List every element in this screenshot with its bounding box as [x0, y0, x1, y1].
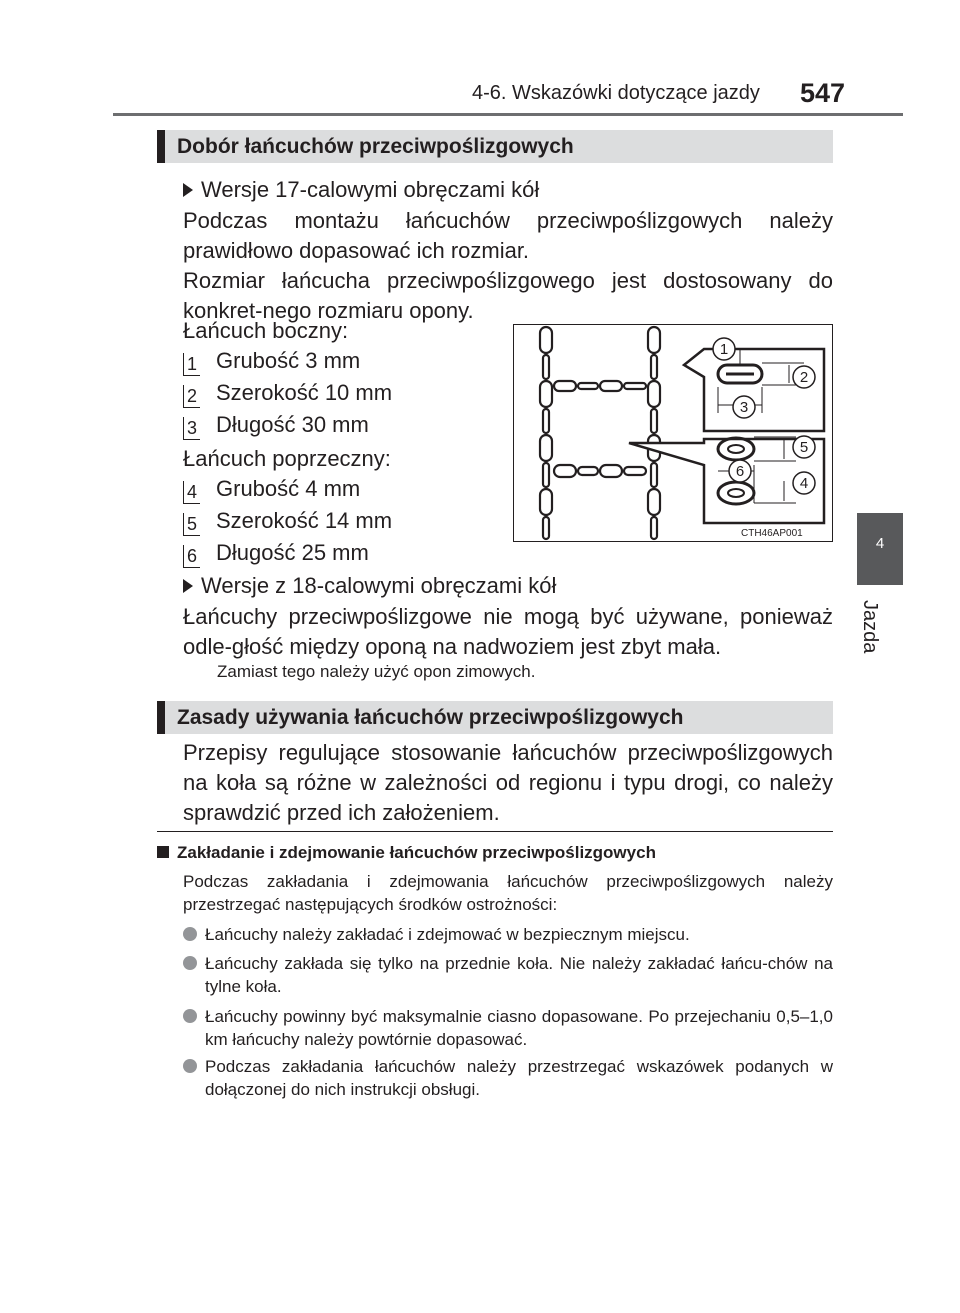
section-title-chain-selection: Dobór łańcuchów przeciwpoślizgowych	[157, 130, 833, 163]
number-marker: 5	[183, 513, 200, 536]
side-item: 3 Długość 30 mm	[183, 410, 369, 440]
list-item: Łańcuchy zakłada się tylko na przednie koła. Nie należy zakładać łańcu-chów na tylne koła.	[205, 954, 833, 996]
chain-dimensions-figure	[513, 324, 833, 542]
chain-link	[554, 465, 576, 477]
variant-18-inch: Wersje z 18-calowymi obręczami kół	[183, 571, 556, 601]
chapter-tab-label: Jazda	[859, 600, 881, 654]
number-marker: 4	[183, 481, 200, 504]
chain-link	[651, 463, 657, 487]
running-header: 4-6. Wskazówki dotyczące jazdy	[472, 82, 760, 104]
bullet-icon	[183, 927, 197, 941]
number-marker: 3	[183, 417, 200, 440]
number-marker: 1	[183, 353, 200, 376]
chain-link	[624, 383, 646, 389]
chain-link	[543, 517, 549, 539]
side-item: 2 Szerokość 10 mm	[183, 378, 392, 408]
chain-link	[578, 467, 598, 475]
list-item: Łańcuchy należy zakładać i zdejmować w bezpiecznym miejscu.	[205, 925, 690, 944]
chapter-tab-number: 4	[875, 535, 885, 552]
bullet-icon	[183, 1059, 197, 1073]
callout-label: 4	[799, 475, 809, 492]
callout-label: 5	[799, 439, 809, 456]
paragraph-fitting: Podczas montażu łańcuchów przeciwpoślizgowych należy prawidłowo dopasować ich rozmiar.	[183, 208, 833, 263]
chain-link	[600, 465, 622, 477]
cross-chain-label: Łańcuch poprzeczny:	[183, 446, 391, 471]
chain-link	[543, 463, 549, 487]
arrow-right-icon	[183, 579, 193, 593]
chain-link	[651, 517, 657, 539]
bullet-icon	[183, 1009, 197, 1023]
cross-item: 6 Długość 25 mm	[183, 538, 369, 568]
chain-link	[648, 489, 660, 515]
chain-link	[648, 381, 660, 407]
chain-link	[624, 467, 646, 475]
number-marker: 2	[183, 385, 200, 408]
chain-link	[651, 409, 657, 433]
number-marker: 6	[183, 545, 200, 568]
callout-frame-side	[684, 349, 824, 431]
chain-link	[600, 381, 622, 391]
paragraph-mounting-intro: Podczas zakładania i zdejmowania łańcuchów przeciwpoślizgowych należy przestrzegać następujących środków ostrożności:	[183, 872, 833, 914]
cross-item: 5 Szerokość 14 mm	[183, 506, 392, 536]
paragraph-18-inch: Łańcuchy przeciwpoślizgowe nie mogą być używane, ponieważ odle-głość między oponą na nadwoziem jest zbyt mała.	[183, 604, 833, 659]
section-divider	[157, 831, 833, 832]
bullet-icon	[183, 956, 197, 970]
chain-illustration	[514, 325, 832, 541]
arrow-right-icon	[183, 183, 193, 197]
note-winter-tyres: Zamiast tego należy użyć opon zimowych.	[217, 662, 536, 681]
subsection-title-mounting: Zakładanie i zdejmowanie łańcuchów przeciwpoślizgowych	[157, 843, 656, 863]
chain-link	[543, 355, 549, 379]
callout-label: 3	[739, 399, 749, 416]
chain-link	[540, 327, 552, 353]
figure-code: CTH46AP001	[741, 528, 803, 539]
callout-label: 6	[735, 463, 745, 480]
list-item: Łańcuchy powinny być maksymalnie ciasno dopasowane. Po przejechaniu 0,5–1,0 km łańcuchy należy powtórnie dopasować.	[205, 1007, 833, 1049]
chain-link	[543, 409, 549, 433]
chain-link	[554, 381, 576, 391]
list-item: Podczas zakładania łańcuchów należy przestrzegać wskazówek podanych w dołączonej do nich instrukcji obsługi.	[205, 1057, 833, 1099]
chain-link	[540, 489, 552, 515]
square-bullet-icon	[157, 846, 169, 858]
header-rule	[113, 113, 903, 116]
chain-link	[540, 435, 552, 461]
callout-label: 1	[719, 341, 729, 358]
callout-label: 2	[799, 369, 809, 386]
chain-link	[651, 355, 657, 379]
cross-item: 4 Grubość 4 mm	[183, 474, 360, 504]
chain-link	[578, 383, 598, 389]
side-item: 1 Grubość 3 mm	[183, 346, 360, 376]
chain-link	[648, 327, 660, 353]
page-number: 547	[800, 78, 846, 108]
variant-17-inch: Wersje 17-calowymi obręczami kół	[183, 175, 539, 205]
paragraph-size: Rozmiar łańcucha przeciwpoślizgowego jest dostosowany do konkret-nego rozmiaru opony.	[183, 268, 833, 323]
chain-link	[540, 381, 552, 407]
section-title-rules: Zasady używania łańcuchów przeciwpoślizgowych	[157, 701, 833, 734]
side-chain-label: Łańcuch boczny:	[183, 318, 349, 343]
paragraph-rules: Przepisy regulujące stosowanie łańcuchów przeciwpoślizgowych na koła są różne w zależności od regionu i typu drogi, co należy sprawdzić przed ich założeniem.	[183, 740, 833, 825]
